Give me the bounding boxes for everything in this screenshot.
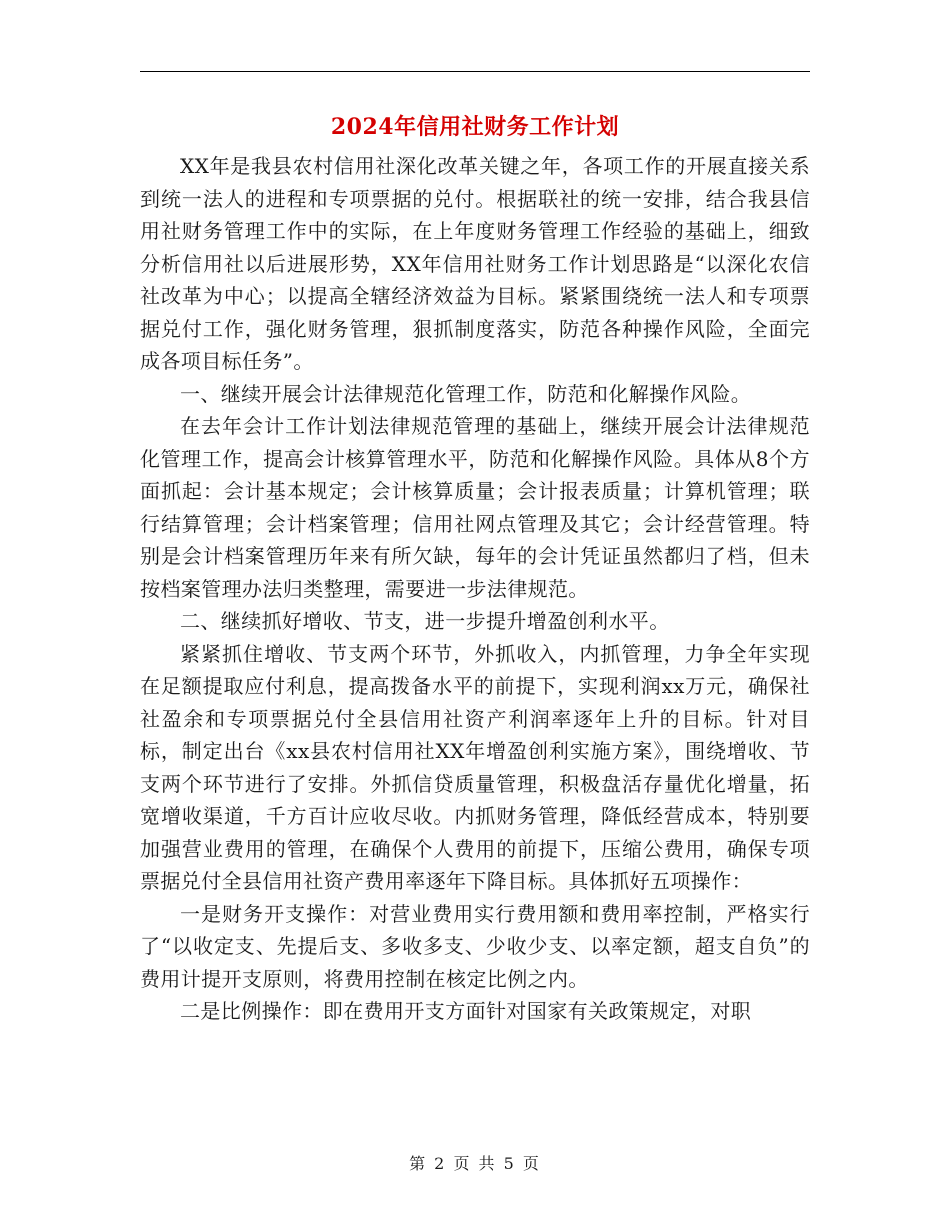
paragraph-item-2: 二是比例操作：即在费用开支方面针对国家有关政策规定，对职 [180,999,752,1023]
paragraph-section-1: 在去年会计工作计划法律规范管理的基础上，继续开展会计法律规范化管理工作，提高会计核算管理水平，防范和化解操作风险。具体从8个方面抓起：会计基本规定；会计核算质量；会计报表质量；计算机管理；联行结算管理；会计档案管理；信用社网点管理及其它；会计经营管理。特别是会计档案管理历年来有所欠缺，每年的会计凭证虽然都归了档，但未按档案管理办法归类整理，需要进一步法律规范。 [140,414,810,601]
header-rule [140,71,810,72]
section-heading-1: 一、继续开展会计法律规范化管理工作，防范和化解操作风险。 [180,381,752,406]
paragraph-section-2: 紧紧抓住增收、节支两个环节，外抓收入，内抓管理，力争全年实现在足额提取应付利息，提高拨备水平的前提下，实现利润xx万元，确保社社盈余和专项票据兑付全县信用社资产利润率逐年上升的目标。针对目标，制定出台《xx县农村信用社XX年增盈创利实施方案》，围绕增收、节支两个环节进行了安排。外抓信贷质量管理，积极盘活存量优化增量，拓宽增收渠道，千方百计应收尽收。内抓财务管理，降低经营成本，特别要加强营业费用的管理，在确保个人费用的前提下，压缩公费用，确保专项票据兑付全县信用社资产费用率逐年下降目标。具体抓好五项操作： [140,641,810,893]
paragraph-intro: XX年是我县农村信用社深化改革关键之年，各项工作的开展直接关系到统一法人的进程和专项票据的兑付。根据联社的统一安排，结合我县信用社财务管理工作中的实际，在上年度财务管理工作经验的基础上，细致分析信用社以后进展形势，XX年信用社财务工作计划思路是“以深化农信社改革为中心；以提高全辖经济效益为目标。紧紧围绕统一法人和专项票据兑付工作，强化财务管理，狠抓制度落实，防范各种操作风险，全面完成各项目标任务”。 [140,154,810,373]
page-number-footer: 第 2 页 共 5 页 [409,1154,541,1173]
document-body [140,150,810,1028]
section-heading-2: 二、继续抓好增收、节支，进一步提升增盈创利水平。 [180,609,670,633]
paragraph-item-1: 一是财务开支操作：对营业费用实行费用额和费用率控制，严格实行了“以收定支、先提后支、多收多支、少收少支、以率定额，超支自负”的费用计提开支原则，将费用控制在核定比例之内。 [140,901,810,991]
document-title: 2024年信用社财务工作计划 [330,114,620,140]
